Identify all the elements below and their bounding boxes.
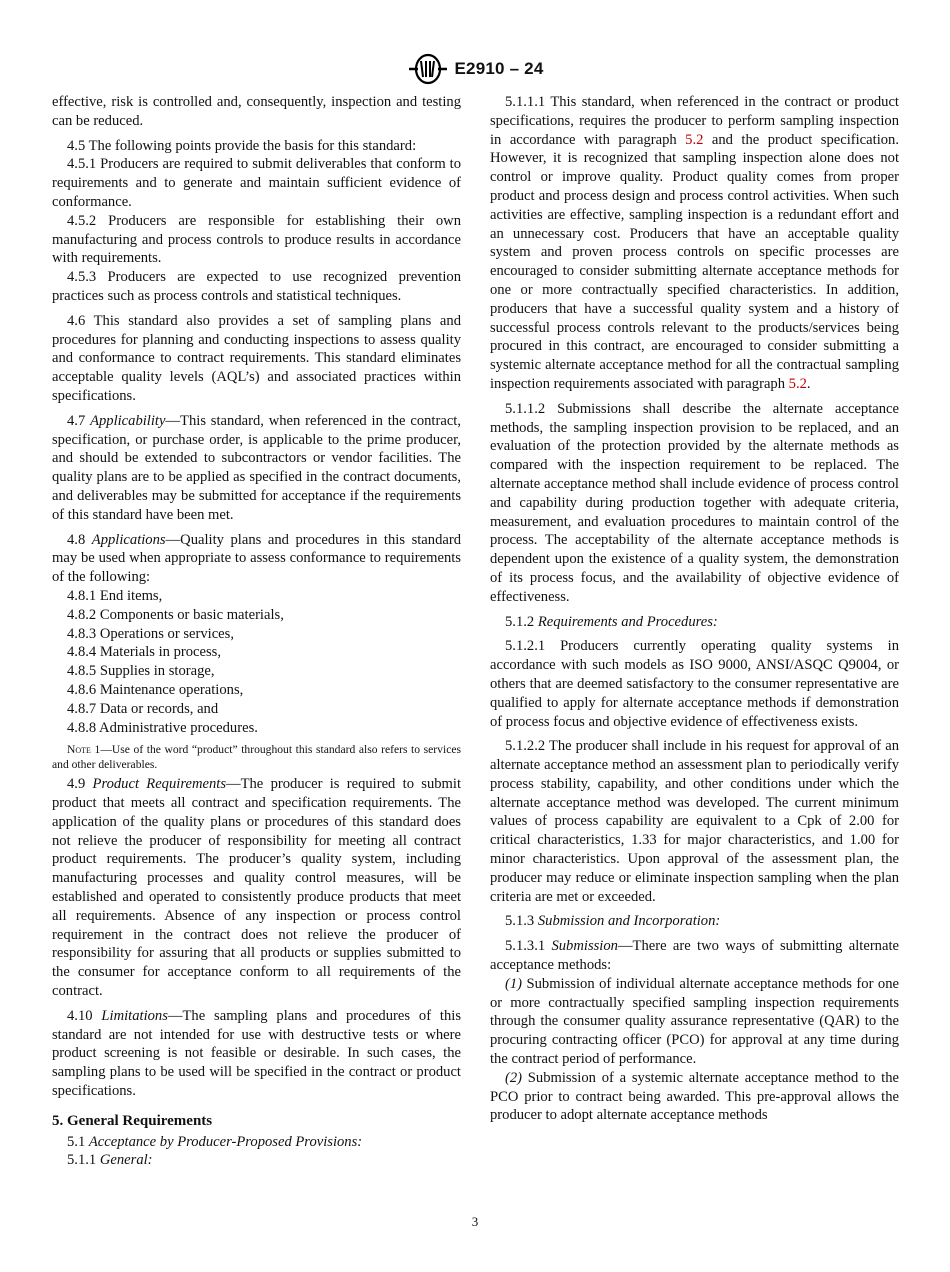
paragraph-4-10 xyxy=(52,1007,461,1101)
paragraph-4-5-2: 4.5.2 Producers are responsible for establishing their own manufacturing and process controls to produce results in accordance with requirements. xyxy=(52,212,461,267)
item-label: (2) xyxy=(505,1069,523,1086)
left-column xyxy=(52,93,461,1170)
paragraph-text: —Quality plans and procedures in this standard may be used when appropriate to assess conformance to requirements of the following: xyxy=(52,531,462,586)
paragraph-link[interactable]: 5.2 xyxy=(685,131,704,148)
paragraph-title: Applications xyxy=(91,531,166,548)
paragraph-text: . xyxy=(806,375,811,392)
paragraph-5-1-1-1 xyxy=(490,93,899,394)
paragraph-5-1-2 xyxy=(490,613,899,632)
page-number: 3 xyxy=(471,1214,479,1229)
paragraph-5-1-3-1-item-2 xyxy=(490,1069,899,1125)
item-label: (1) xyxy=(505,975,523,992)
paragraph-number: 5.1.3.1 xyxy=(505,938,552,955)
paragraph-4-9 xyxy=(52,775,461,1001)
paragraph-5-1-3-1 xyxy=(490,937,899,975)
paragraph-text: —The sampling plans and procedures of this standard are not intended for use with destructive tests or where product screening is not feasible or desirable. In such cases, the sampling plans to be used will be specified in the contract or product specifications. xyxy=(52,1007,461,1100)
paragraph-number: 5.1.2 xyxy=(505,613,538,630)
page-header xyxy=(0,52,950,86)
list-item: 4.8.8 Administrative procedures. xyxy=(67,719,258,736)
paragraph-4-5: 4.5 The following points provide the basis for this standard: xyxy=(67,137,417,154)
astm-logo-icon xyxy=(407,53,449,85)
item-text: Submission of a systemic alternate acceptance method to the PCO prior to contract being awarded. This pre-approval allows the producer to adopt alternate acceptance methods xyxy=(490,1069,899,1124)
paragraph-text: —There are two ways of submitting alternate acceptance methods: xyxy=(490,938,899,974)
paragraph-5-1-1 xyxy=(52,1151,461,1170)
list-item: 4.8.6 Maintenance operations, xyxy=(67,681,244,698)
note-text: —Use of the word “product” throughout this standard also refers to services and other deliverables. xyxy=(52,743,461,772)
paragraph-number: 4.7 xyxy=(67,412,91,429)
paragraph-number: 4.10 xyxy=(67,1007,102,1024)
paragraph-text: 5.1.1.1 This standard, when referenced in the contract or product specifications, requires the producer to perform sampling inspection in accordance with paragraph xyxy=(490,94,899,148)
list-item: 4.8.7 Data or records, and xyxy=(67,700,219,717)
item-text: Submission of individual alternate acceptance methods for one or more contractually specified sampling inspection requirements through the consumer quality assurance representative (QAR) to the procuring contracting officer (PCO) for approval at any time during the contract period of performance. xyxy=(490,975,899,1068)
paragraph-effective: effective, risk is controlled and, consequently, inspection and testing can be reduced. xyxy=(52,94,461,129)
paragraph-title: Acceptance by Producer-Proposed Provisions: xyxy=(88,1133,363,1150)
paragraph-4-6: 4.6 This standard also provides a set of sampling plans and procedures for planning and conducting inspections to assess quality and conformance to contract requirements. This standard eliminates acceptable quality levels (AQL’s) and associated practices within specifications. xyxy=(52,312,461,404)
paragraph-number: 5.1.3 xyxy=(505,913,538,930)
paragraph-link[interactable]: 5.2 xyxy=(788,375,807,392)
paragraph-5-1-3-1-item-1 xyxy=(490,975,899,1069)
paragraph-4-7 xyxy=(52,412,461,525)
paragraph-title: Limitations xyxy=(101,1007,168,1024)
paragraph-number: 5.1.1 xyxy=(67,1152,100,1169)
paragraph-title: Submission and Incorporation: xyxy=(537,913,721,930)
paragraph-4-5-1: 4.5.1 Producers are required to submit deliverables that conform to requirements and to generate and maintain sufficient evidence of conformance. xyxy=(52,156,461,210)
paragraph-title: Requirements and Procedures: xyxy=(537,613,718,630)
paragraph-number: 5.1 xyxy=(67,1133,89,1150)
paragraph-5-1-3 xyxy=(490,912,899,931)
paragraph-5-1 xyxy=(52,1133,461,1152)
paragraph-title: Product Requirements xyxy=(92,776,226,793)
right-column xyxy=(490,93,899,1125)
section-5-heading: 5. General Requirements xyxy=(52,1112,213,1129)
paragraph-text: and the product specification. However, it is recognized that sampling inspection alone does not control or improve quality. Product quality comes from proper product and process design and process control activities. When such activities are effective, sampling inspection is a redundant effort and an unnecessary cost. Producers that have an acceptable quality system and proven process controls on specific processes are encouraged to consider submitting alternate acceptance methods for one or more contractually specified characteristics. In addition, producers that have a successful quality system and a history of successful process controls relevant to the products/services being procured in this contract, are encouraged to consider submitting a systemic alternate acceptance method for all the contractual sampling inspection requirements associated with paragraph xyxy=(490,131,899,392)
paragraph-title: General: xyxy=(99,1152,153,1169)
note-label: Note 1 xyxy=(67,743,101,757)
paragraph-title: Applicability xyxy=(90,412,166,429)
paragraph-title: Submission xyxy=(551,938,618,955)
paragraph-4-5-3: 4.5.3 Producers are expected to use recognized prevention practices such as process controls and statistical techniques. xyxy=(52,269,461,304)
paragraph-number: 4.8 xyxy=(67,531,92,548)
paragraph-5-1-2-1: 5.1.2.1 Producers currently operating quality systems in accordance with such models as ISO 9000, ANSI/ASQC Q9004, or others that are deemed satisfactory to the consumer representative are qualified to apply for alternate acceptance methods if demonstration of process focus and objective evidence of effectiveness exists. xyxy=(490,638,899,730)
paragraph-text: —This standard, when referenced in the contract, specification, or purchase order, is applicable to the prime producer, and should be extended to subcontractors or vendor facilities. The quality plans are to be applied as specified in the contract documents, and deliverables may be submitted for acceptance if the requirements of this standard have been met. xyxy=(52,412,461,523)
list-item: 4.8.3 Operations or services, xyxy=(67,625,234,642)
list-item: 4.8.1 End items, xyxy=(67,587,163,604)
paragraph-text: —The producer is required to submit product that meets all contract and specification requirements. The application of the quality plans or procedures of this standard does not relieve the producer of responsibility for meeting all contract product requirements. The producer’s quality system, including manufacturing processes and quality control measures, will be established and operated to consistently produce products that meet all requirements. Absence of any inspection or process control requirement in the contract does not relieve the producer of responsibility for assuring that all products or supplies submitted to the consumer for acceptance conform to all requirements of the contract. xyxy=(52,776,462,1000)
document-id: E2910 – 24 xyxy=(454,59,544,78)
list-item: 4.8.4 Materials in process, xyxy=(67,644,222,661)
paragraph-4-8 xyxy=(52,531,461,587)
list-item: 4.8.2 Components or basic materials, xyxy=(67,606,284,623)
list-item: 4.8.5 Supplies in storage, xyxy=(67,663,215,680)
paragraph-number: 4.9 xyxy=(67,776,93,793)
paragraph-5-1-1-2: 5.1.1.2 Submissions shall describe the alternate acceptance methods, the sampling inspection provision to be replaced, and an evaluation of the protection provided by the alternate methods as compared with the inspection requirement to be replaced. The alternate acceptance method shall include evidence of process control and capability during production together with adequate criteria, measurement, and evaluation procedures to maintain control of the process. The acceptability of the alternate acceptance methods is dependent upon the existence of a quality system, the demonstration of its process focus, and the availability of objective evidence of effectiveness. xyxy=(490,400,899,605)
paragraph-5-1-2-2: 5.1.2.2 The producer shall include in his request for approval of an alternate acceptance method an assessment plan to periodically verify process stability, capability, and other conditions under which the alternate acceptance method was developed. The current minimum values of process capability are equivalent to a Cpk of 2.00 for critical characteristics, 1.33 for major characteristics, and 1.00 for minor characteristics. Upon approval of the assessment plan, the producer may reduce or eliminate inspection sampling when the plan criteria are met or exceeded. xyxy=(490,738,899,905)
note-1 xyxy=(52,742,461,772)
